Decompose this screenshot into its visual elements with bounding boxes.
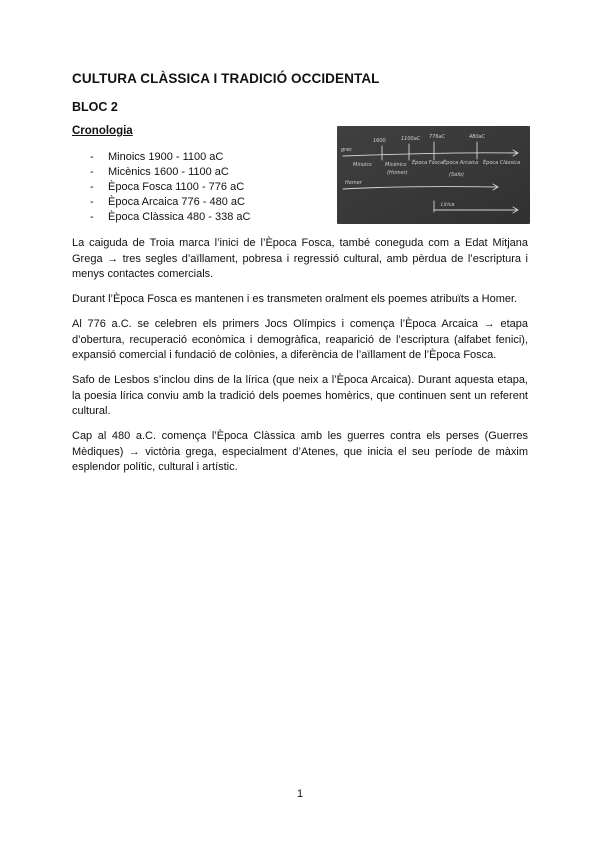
chronology-item bbox=[90, 150, 250, 165]
board-label-year2: 1100aC bbox=[401, 136, 421, 142]
document-title: CULTURA CLÀSSICA I TRADICIÓ OCCIDENTAL bbox=[72, 71, 380, 86]
chronology-item-text: Minoics 1900 - 1100 aC bbox=[108, 151, 224, 163]
list-bullet: - bbox=[90, 181, 94, 193]
board-label-arrow2: Lírica bbox=[441, 202, 455, 208]
board-label-year1: 1600 bbox=[373, 138, 386, 144]
board-label-note2: (Safo) bbox=[449, 172, 464, 178]
paragraph-safo: Safo de Lesbos s’inclou dins de la lírica (que neix a l’Època Arcaica). Durant aquesta etapa, la poesia lírica conviu amb la tradició dels poemes homèrics, que continuen sent un referent cultural. bbox=[72, 374, 528, 417]
board-label-note1: (Homer) bbox=[387, 170, 408, 176]
page-number: 1 bbox=[296, 788, 304, 800]
board-label-year3: 776aC bbox=[429, 134, 446, 140]
paragraph-troia: La caiguda de Troia marca l’inici de l’Època Fosca, també coneguda com a Edat Mitjana Grega → tres segles d’aïllament, pobresa i regressió cultural, amb pèrdua de l’escriptura i menys contactes comercials. bbox=[72, 237, 528, 280]
bloc-heading: BLOC 2 bbox=[72, 100, 118, 114]
chronology-item-text: Època Fosca 1100 - 776 aC bbox=[108, 181, 245, 193]
paragraph-epoca-classica: Cap al 480 a.C. comença l’Època Clàssica amb les guerres contra els perses (Guerres Mèdiques) → victòria grega, especialment d’Atenes, que inicia el seu període de màxim esplendor polític, cultural i artístic. bbox=[72, 430, 528, 473]
chronology-item bbox=[90, 195, 250, 210]
board-label-year4: 480aC bbox=[469, 134, 486, 140]
board-label-arrow1: Homer bbox=[345, 180, 362, 186]
board-label-start: grec bbox=[341, 147, 353, 153]
chronology-item-text: Època Clàssica 480 - 338 aC bbox=[108, 211, 251, 223]
chronology-item-text: Micènics 1600 - 1100 aC bbox=[108, 166, 229, 178]
board-label-seg1: Minoics bbox=[353, 162, 372, 168]
list-bullet: - bbox=[90, 196, 94, 208]
list-bullet: - bbox=[90, 151, 94, 163]
paragraph-epoca-arcaica: Al 776 a.C. se celebren els primers Jocs Olímpics i comença l’Època Arcaica → etapa d’obertura, recuperació econòmica i demogràfica, reaparició de l’escriptura (alfabet fenici), expansió comercial i fundació de colònies, a diferència de l’aïllament de l’Època Fosca. bbox=[72, 318, 528, 361]
board-label-seg3: Època Fosca bbox=[412, 160, 444, 166]
board-label-seg2: Micènics bbox=[385, 162, 407, 168]
board-label-seg4: Època Arcaica bbox=[443, 160, 479, 166]
chronology-item bbox=[90, 165, 250, 180]
paragraph-homer: Durant l’Època Fosca es mantenen i es transmeten oralment els poemes atribuïts a Homer. bbox=[72, 293, 518, 305]
blackboard-background bbox=[337, 126, 530, 224]
list-bullet: - bbox=[90, 211, 94, 223]
board-label-seg5: Època Clàssica bbox=[483, 160, 521, 166]
chronology-list bbox=[90, 150, 250, 225]
chronology-item bbox=[90, 210, 250, 225]
section-title-cronologia: Cronologia bbox=[72, 125, 133, 137]
chronology-item-text: Època Arcaica 776 - 480 aC bbox=[108, 196, 245, 208]
blackboard-timeline-photo bbox=[337, 126, 530, 224]
chronology-item bbox=[90, 180, 250, 195]
list-bullet: - bbox=[90, 166, 94, 178]
